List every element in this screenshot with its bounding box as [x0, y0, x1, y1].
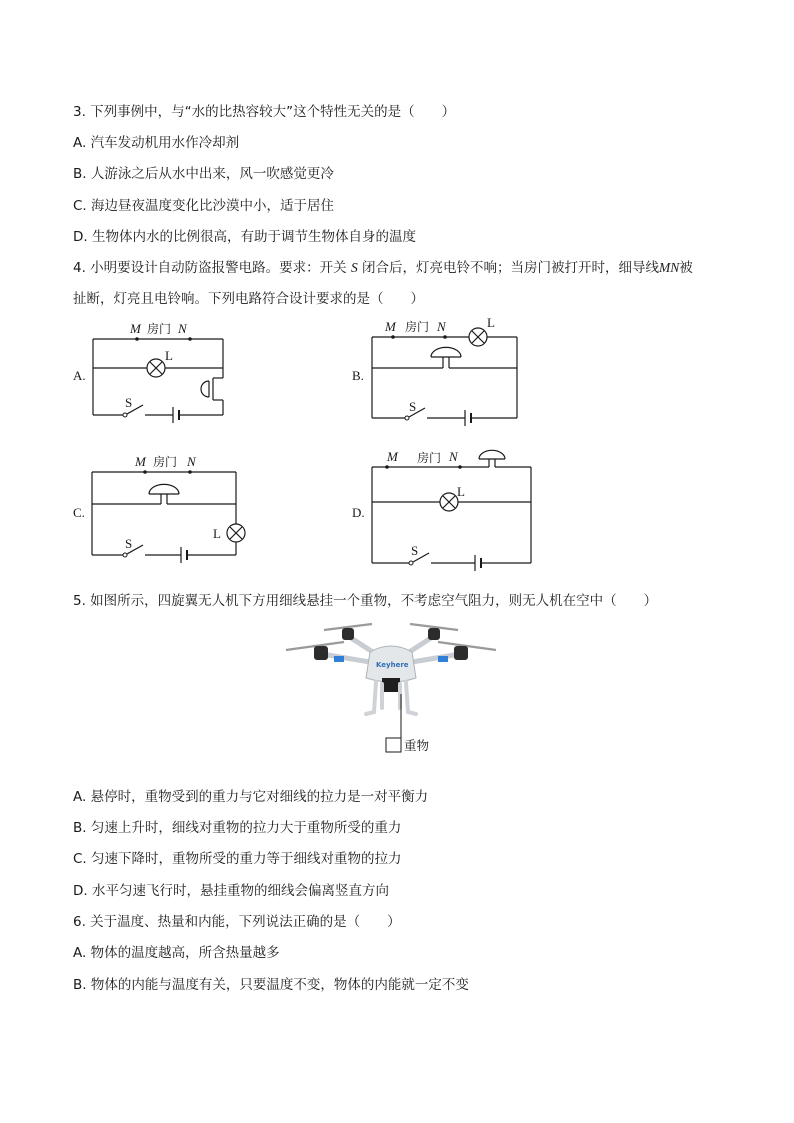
- q5-option-c: C. 匀速下降时，重物所受的重力等于细线对重物的拉力: [73, 851, 402, 867]
- circuit-b-n: N: [437, 319, 446, 334]
- circuit-a-n: N: [178, 321, 187, 336]
- q4-option-c-label: C.: [73, 505, 85, 520]
- q4-switch-var: S: [350, 260, 358, 275]
- circuit-b-m: M: [385, 319, 396, 334]
- q3-stem: 3. 下列事例中，与“水的比热容较大”这个特性无关的是（ ）: [73, 104, 456, 120]
- drone-figure: [282, 612, 502, 762]
- circuit-d: [365, 445, 540, 575]
- circuit-b-door: 房门: [405, 320, 430, 334]
- q4-option-b-label: B.: [352, 368, 364, 383]
- q5-option-d: D. 水平匀速飞行时，悬挂重物的细线会偏离竖直方向: [73, 883, 389, 899]
- circuit-c-l: L: [213, 526, 221, 541]
- circuit-d-n: N: [449, 449, 458, 464]
- q4-option-d-label: D.: [352, 505, 365, 520]
- circuit-d-m: M: [387, 449, 398, 464]
- circuit-c-n: N: [187, 454, 196, 469]
- circuit-c-s: S: [125, 536, 133, 551]
- circuit-b: [365, 315, 530, 435]
- circuit-d-s: S: [411, 543, 419, 558]
- circuit-a: [85, 315, 245, 425]
- circuit-b-s: S: [409, 399, 417, 414]
- circuit-a-door: 房门: [147, 322, 172, 336]
- q3-option-b: B. 人游泳之后从水中出来，风一吹感觉更冷: [73, 166, 334, 182]
- q6-option-b: B. 物体的内能与温度有关，只要温度不变，物体的内能就一定不变: [73, 977, 469, 993]
- circuit-d-l: L: [457, 484, 465, 499]
- q3-option-a: A. 汽车发动机用水作冷却剂: [73, 135, 240, 151]
- q6-stem: 6. 关于温度、热量和内能，下列说法正确的是（ ）: [73, 914, 401, 930]
- circuit-c: [85, 452, 250, 567]
- q3-option-d: D. 生物体内水的比例很高，有助于调节生物体自身的温度: [73, 229, 416, 245]
- q4-stem-part1: 4. 小明要设计自动防盗报警电路。要求：开关: [73, 260, 351, 276]
- q4-stem: [73, 259, 693, 277]
- circuit-c-m: M: [135, 454, 146, 469]
- circuit-a-s: S: [125, 395, 133, 410]
- circuit-c-door: 房门: [153, 455, 178, 469]
- q5-stem: 5. 如图所示，四旋翼无人机下方用细线悬挂一个重物，不考虑空气阻力，则无人机在空中（ ）: [73, 593, 658, 609]
- q4-stem-part2: 闭合后，灯亮电铃不响；当房门被打开时，细导线: [357, 260, 660, 276]
- q6-option-a: A. 物体的温度越高，所含热量越多: [73, 945, 280, 961]
- weight-label: 重物: [404, 738, 430, 753]
- circuit-a-l: L: [165, 348, 173, 363]
- q4-stem-part3: 被: [679, 260, 693, 276]
- q4-stem-line2: 扯断，灯亮且电铃响。下列电路符合设计要求的是（ ）: [73, 291, 424, 307]
- circuit-d-door: 房门: [417, 451, 442, 465]
- q3-option-c: C. 海边昼夜温度变化比沙漠中小，适于居住: [73, 198, 335, 214]
- q4-wire-var: MN: [659, 260, 680, 275]
- circuit-b-l: L: [487, 315, 495, 330]
- q5-option-a: A. 悬停时，重物受到的重力与它对细线的拉力是一对平衡力: [73, 789, 429, 805]
- circuit-a-m: M: [130, 321, 141, 336]
- q5-option-b: B. 匀速上升时，细线对重物的拉力大于重物所受的重力: [73, 820, 402, 836]
- q4-option-a-label: A.: [73, 368, 86, 383]
- drone-brand: Keyhere: [376, 661, 409, 669]
